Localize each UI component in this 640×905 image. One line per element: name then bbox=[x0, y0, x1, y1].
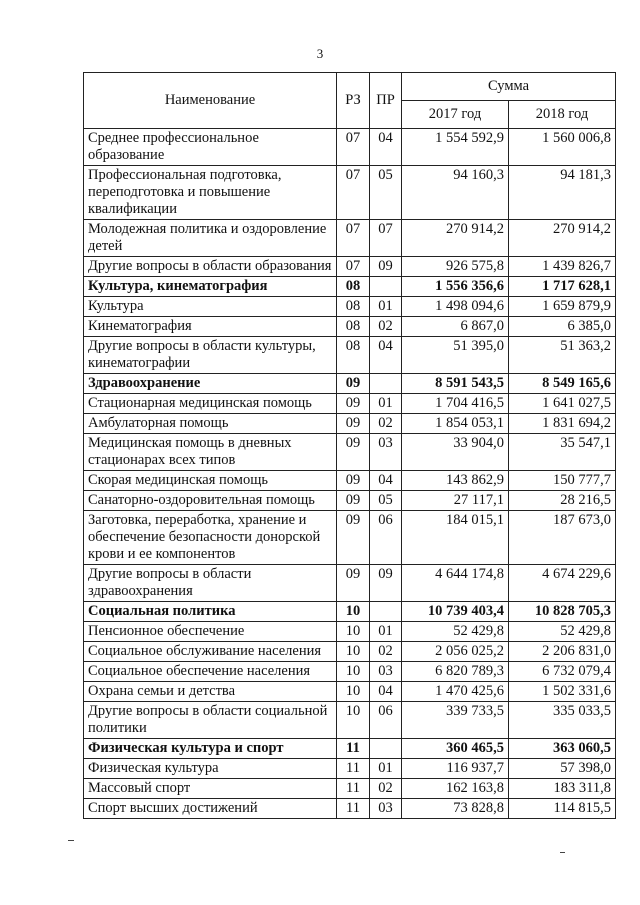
row-name: Здравоохранение bbox=[84, 374, 337, 394]
row-value-2018: 51 363,2 bbox=[509, 337, 616, 374]
row-value-2017: 27 117,1 bbox=[402, 491, 509, 511]
row-value-2017: 1 854 053,1 bbox=[402, 414, 509, 434]
row-rz: 09 bbox=[337, 565, 370, 602]
table-row bbox=[84, 759, 616, 779]
table-body bbox=[84, 129, 616, 819]
table-row bbox=[84, 220, 616, 257]
table-row bbox=[84, 414, 616, 434]
column-header-2018: 2018 год bbox=[509, 101, 616, 129]
row-value-2017: 1 556 356,6 bbox=[402, 277, 509, 297]
row-value-2018: 94 181,3 bbox=[509, 166, 616, 220]
row-pr: 03 bbox=[370, 434, 402, 471]
table-row bbox=[84, 277, 616, 297]
table-row bbox=[84, 297, 616, 317]
row-pr bbox=[370, 374, 402, 394]
table-row bbox=[84, 642, 616, 662]
row-value-2018: 335 033,5 bbox=[509, 702, 616, 739]
column-header-pr: ПР bbox=[370, 73, 402, 129]
row-value-2017: 10 739 403,4 bbox=[402, 602, 509, 622]
row-value-2018: 183 311,8 bbox=[509, 779, 616, 799]
row-pr: 03 bbox=[370, 799, 402, 819]
row-value-2018: 1 502 331,6 bbox=[509, 682, 616, 702]
row-name: Амбулаторная помощь bbox=[84, 414, 337, 434]
row-name: Профессиональная подготовка, переподготовка и повышение квалификации bbox=[84, 166, 337, 220]
row-name: Среднее профессиональное образование bbox=[84, 129, 337, 166]
row-value-2017: 51 395,0 bbox=[402, 337, 509, 374]
row-pr: 04 bbox=[370, 471, 402, 491]
table-row bbox=[84, 799, 616, 819]
row-value-2018: 1 717 628,1 bbox=[509, 277, 616, 297]
row-name: Стационарная медицинская помощь bbox=[84, 394, 337, 414]
row-value-2017: 1 498 094,6 bbox=[402, 297, 509, 317]
page-number: 3 bbox=[316, 46, 324, 61]
row-pr: 06 bbox=[370, 702, 402, 739]
row-name: Другие вопросы в области социальной политики bbox=[84, 702, 337, 739]
row-value-2017: 52 429,8 bbox=[402, 622, 509, 642]
row-value-2018: 150 777,7 bbox=[509, 471, 616, 491]
row-value-2017: 162 163,8 bbox=[402, 779, 509, 799]
row-name: Кинематография bbox=[84, 317, 337, 337]
column-header-name: Наименование bbox=[84, 73, 337, 129]
row-value-2017: 116 937,7 bbox=[402, 759, 509, 779]
row-value-2017: 926 575,8 bbox=[402, 257, 509, 277]
row-pr: 07 bbox=[370, 220, 402, 257]
row-name: Физическая культура и спорт bbox=[84, 739, 337, 759]
row-value-2018: 28 216,5 bbox=[509, 491, 616, 511]
table-row bbox=[84, 337, 616, 374]
table-row bbox=[84, 434, 616, 471]
row-value-2018: 10 828 705,3 bbox=[509, 602, 616, 622]
row-name: Санаторно-оздоровительная помощь bbox=[84, 491, 337, 511]
row-rz: 11 bbox=[337, 799, 370, 819]
row-rz: 08 bbox=[337, 337, 370, 374]
row-value-2017: 184 015,1 bbox=[402, 511, 509, 565]
row-rz: 08 bbox=[337, 297, 370, 317]
row-rz: 07 bbox=[337, 129, 370, 166]
row-rz: 09 bbox=[337, 394, 370, 414]
column-header-rz: РЗ bbox=[337, 73, 370, 129]
row-value-2018: 363 060,5 bbox=[509, 739, 616, 759]
row-rz: 10 bbox=[337, 682, 370, 702]
row-pr bbox=[370, 739, 402, 759]
row-rz: 09 bbox=[337, 471, 370, 491]
row-name: Медицинская помощь в дневных стационарах всех типов bbox=[84, 434, 337, 471]
row-name: Спорт высших достижений bbox=[84, 799, 337, 819]
row-rz: 07 bbox=[337, 220, 370, 257]
row-pr: 04 bbox=[370, 129, 402, 166]
row-name: Другие вопросы в области образования bbox=[84, 257, 337, 277]
row-name: Социальное обеспечение населения bbox=[84, 662, 337, 682]
row-rz: 09 bbox=[337, 434, 370, 471]
row-value-2018: 1 439 826,7 bbox=[509, 257, 616, 277]
row-value-2018: 6 732 079,4 bbox=[509, 662, 616, 682]
row-value-2017: 73 828,8 bbox=[402, 799, 509, 819]
row-rz: 09 bbox=[337, 374, 370, 394]
row-value-2018: 114 815,5 bbox=[509, 799, 616, 819]
row-pr: 09 bbox=[370, 565, 402, 602]
row-value-2018: 1 560 006,8 bbox=[509, 129, 616, 166]
row-value-2018: 6 385,0 bbox=[509, 317, 616, 337]
row-name: Социальное обслуживание населения bbox=[84, 642, 337, 662]
row-pr: 01 bbox=[370, 394, 402, 414]
table-row bbox=[84, 471, 616, 491]
row-value-2018: 2 206 831,0 bbox=[509, 642, 616, 662]
row-pr: 02 bbox=[370, 317, 402, 337]
column-header-2017: 2017 год bbox=[402, 101, 509, 129]
table-row bbox=[84, 682, 616, 702]
table-row bbox=[84, 602, 616, 622]
row-name: Физическая культура bbox=[84, 759, 337, 779]
row-value-2017: 2 056 025,2 bbox=[402, 642, 509, 662]
table-row bbox=[84, 257, 616, 277]
table-row bbox=[84, 374, 616, 394]
table-row bbox=[84, 491, 616, 511]
row-name: Заготовка, переработка, хранение и обеспечение безопасности донорской крови и ее компонентов bbox=[84, 511, 337, 565]
row-value-2017: 6 867,0 bbox=[402, 317, 509, 337]
row-value-2018: 1 641 027,5 bbox=[509, 394, 616, 414]
row-rz: 10 bbox=[337, 662, 370, 682]
row-pr: 01 bbox=[370, 297, 402, 317]
row-pr: 01 bbox=[370, 622, 402, 642]
table-row bbox=[84, 166, 616, 220]
table-row bbox=[84, 511, 616, 565]
row-value-2017: 6 820 789,3 bbox=[402, 662, 509, 682]
row-pr: 01 bbox=[370, 759, 402, 779]
row-value-2017: 339 733,5 bbox=[402, 702, 509, 739]
row-rz: 08 bbox=[337, 317, 370, 337]
row-pr: 04 bbox=[370, 337, 402, 374]
row-name: Социальная политика bbox=[84, 602, 337, 622]
row-pr: 02 bbox=[370, 779, 402, 799]
row-rz: 09 bbox=[337, 414, 370, 434]
row-value-2017: 1 704 416,5 bbox=[402, 394, 509, 414]
row-name: Пенсионное обеспечение bbox=[84, 622, 337, 642]
row-pr: 05 bbox=[370, 166, 402, 220]
row-value-2018: 52 429,8 bbox=[509, 622, 616, 642]
budget-table bbox=[83, 72, 616, 819]
table-row bbox=[84, 662, 616, 682]
row-value-2017: 8 591 543,5 bbox=[402, 374, 509, 394]
row-name: Массовый спорт bbox=[84, 779, 337, 799]
table-row bbox=[84, 394, 616, 414]
row-value-2018: 270 914,2 bbox=[509, 220, 616, 257]
row-value-2017: 4 644 174,8 bbox=[402, 565, 509, 602]
row-pr: 02 bbox=[370, 414, 402, 434]
row-name: Культура bbox=[84, 297, 337, 317]
row-rz: 10 bbox=[337, 702, 370, 739]
row-value-2017: 1 470 425,6 bbox=[402, 682, 509, 702]
row-value-2017: 360 465,5 bbox=[402, 739, 509, 759]
row-value-2018: 8 549 165,6 bbox=[509, 374, 616, 394]
row-pr: 06 bbox=[370, 511, 402, 565]
row-rz: 08 bbox=[337, 277, 370, 297]
row-rz: 09 bbox=[337, 511, 370, 565]
row-rz: 11 bbox=[337, 739, 370, 759]
table-row bbox=[84, 702, 616, 739]
row-rz: 11 bbox=[337, 779, 370, 799]
row-rz: 07 bbox=[337, 257, 370, 277]
column-header-sum: Сумма bbox=[402, 73, 616, 101]
table-row bbox=[84, 317, 616, 337]
row-rz: 07 bbox=[337, 166, 370, 220]
row-rz: 11 bbox=[337, 759, 370, 779]
row-value-2018: 187 673,0 bbox=[509, 511, 616, 565]
row-value-2017: 1 554 592,9 bbox=[402, 129, 509, 166]
table-row bbox=[84, 129, 616, 166]
row-value-2017: 270 914,2 bbox=[402, 220, 509, 257]
table-row bbox=[84, 565, 616, 602]
row-value-2018: 1 831 694,2 bbox=[509, 414, 616, 434]
row-value-2018: 57 398,0 bbox=[509, 759, 616, 779]
row-pr: 03 bbox=[370, 662, 402, 682]
scan-mark bbox=[560, 852, 565, 853]
row-rz: 10 bbox=[337, 602, 370, 622]
row-pr: 09 bbox=[370, 257, 402, 277]
row-pr bbox=[370, 602, 402, 622]
row-pr: 02 bbox=[370, 642, 402, 662]
row-name: Культура, кинематография bbox=[84, 277, 337, 297]
row-name: Другие вопросы в области культуры, кинематографии bbox=[84, 337, 337, 374]
table-row bbox=[84, 739, 616, 759]
row-value-2018: 1 659 879,9 bbox=[509, 297, 616, 317]
row-pr: 05 bbox=[370, 491, 402, 511]
row-pr: 04 bbox=[370, 682, 402, 702]
row-value-2017: 94 160,3 bbox=[402, 166, 509, 220]
row-name: Охрана семьи и детства bbox=[84, 682, 337, 702]
row-value-2018: 4 674 229,6 bbox=[509, 565, 616, 602]
row-pr bbox=[370, 277, 402, 297]
row-rz: 09 bbox=[337, 491, 370, 511]
row-value-2018: 35 547,1 bbox=[509, 434, 616, 471]
table-row bbox=[84, 622, 616, 642]
row-name: Молодежная политика и оздоровление детей bbox=[84, 220, 337, 257]
table-row bbox=[84, 779, 616, 799]
scan-mark bbox=[68, 840, 74, 841]
row-name: Другие вопросы в области здравоохранения bbox=[84, 565, 337, 602]
row-value-2017: 33 904,0 bbox=[402, 434, 509, 471]
row-rz: 10 bbox=[337, 642, 370, 662]
row-value-2017: 143 862,9 bbox=[402, 471, 509, 491]
row-rz: 10 bbox=[337, 622, 370, 642]
row-name: Скорая медицинская помощь bbox=[84, 471, 337, 491]
